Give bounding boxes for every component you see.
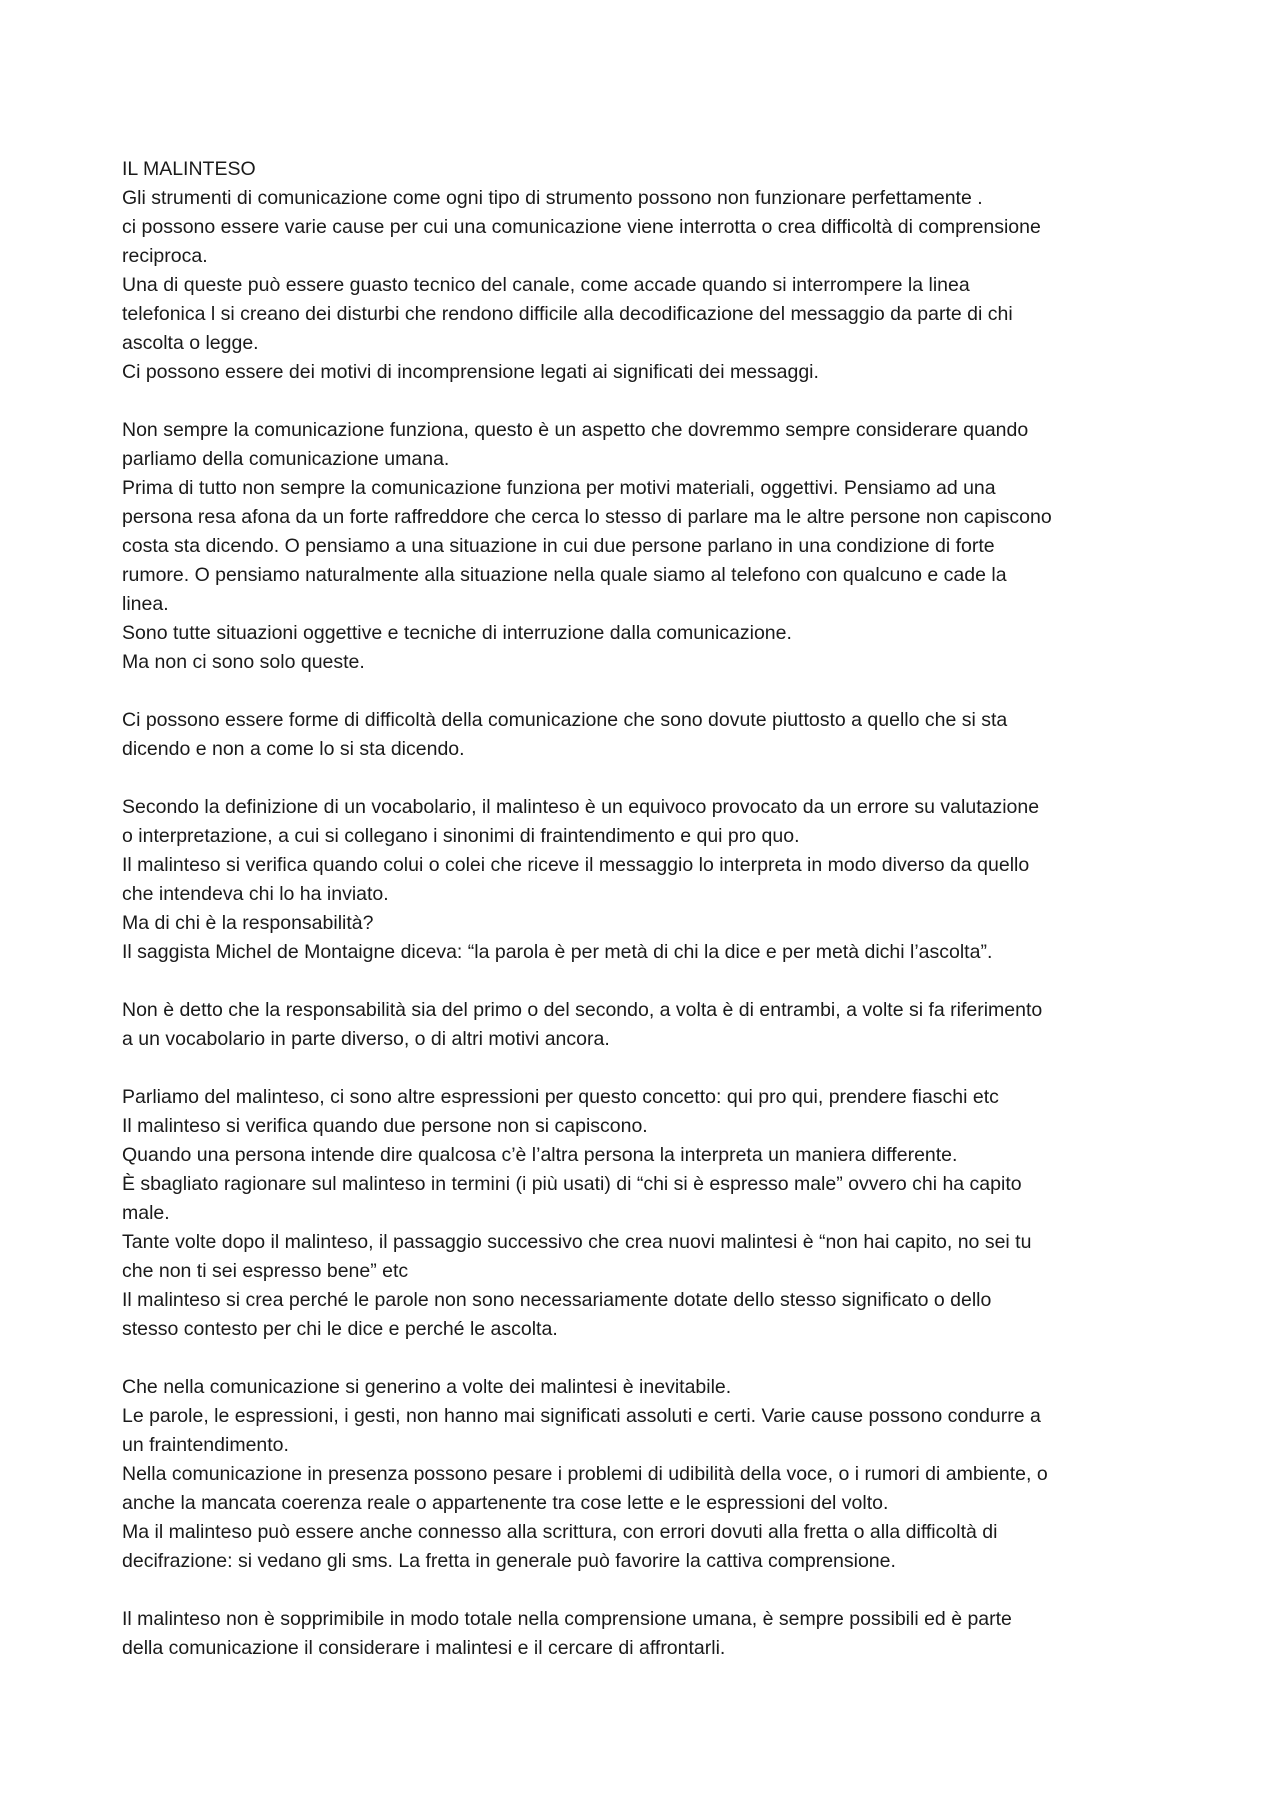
text-line: linea. [122, 593, 169, 615]
text-line: Non è detto che la responsabilità sia del primo o del secondo, a volta è di entrambi, a volte si fa riferimento [122, 999, 1043, 1021]
text-line: Il malinteso si verifica quando due persone non si capiscono. [122, 1115, 648, 1137]
paragraph-spacer [122, 677, 1172, 706]
text-line: Il malinteso si verifica quando colui o colei che riceve il messaggio lo interpreta in modo diverso da quello [122, 854, 1030, 876]
text-line: Gli strumenti di comunicazione come ogni tipo di strumento possono non funzionare perfettamente . [122, 187, 983, 209]
text-line: È sbagliato ragionare sul malinteso in termini (i più usati) di “chi si è espresso male” ovvero chi ha capito [122, 1173, 1022, 1195]
text-line: un fraintendimento. [122, 1434, 289, 1456]
text-line: Non sempre la comunicazione funziona, questo è un aspetto che dovremmo sempre considerare quando [122, 419, 1029, 441]
text-line: Nella comunicazione in presenza possono pesare i problemi di udibilità della voce, o i rumori di ambiente, o [122, 1463, 1048, 1485]
text-line: persona resa afona da un forte raffreddore che cerca lo stesso di parlare ma le altre persone non capiscono [122, 506, 1052, 528]
text-line: Ma non ci sono solo queste. [122, 651, 365, 673]
text-line: parliamo della comunicazione umana. [122, 448, 450, 470]
paragraph-spacer [122, 1054, 1172, 1083]
text-line: Che nella comunicazione si generino a volte dei malintesi è inevitabile. [122, 1376, 732, 1398]
text-line: Il malinteso si crea perché le parole non sono necessariamente dotate dello stesso significato o dello [122, 1289, 992, 1311]
text-line: anche la mancata coerenza reale o appartenente tra cose lette e le espressioni del volto. [122, 1492, 889, 1514]
text-line: reciproca. [122, 245, 208, 267]
document-body [122, 155, 1172, 1663]
text-line: stesso contesto per chi le dice e perché le ascolta. [122, 1318, 558, 1340]
text-line: Prima di tutto non sempre la comunicazione funziona per motivi materiali, oggettivi. Pensiamo ad una [122, 477, 996, 499]
text-line: costa sta dicendo. O pensiamo a una situazione in cui due persone parlano in una condizione di forte [122, 535, 995, 557]
text-line: ascolta o legge. [122, 332, 259, 354]
text-line: Ci possono essere forme di difficoltà della comunicazione che sono dovute piuttosto a quello che si sta [122, 709, 1008, 731]
text-line: Tante volte dopo il malinteso, il passaggio successivo che crea nuovi malintesi è “non hai capito, no sei tu [122, 1231, 1032, 1253]
text-line: rumore. O pensiamo naturalmente alla situazione nella quale siamo al telefono con qualcuno e cade la [122, 564, 1007, 586]
text-line: male. [122, 1202, 170, 1224]
text-line: decifrazione: si vedano gli sms. La fretta in generale può favorire la cattiva comprensione. [122, 1550, 896, 1572]
text-line: Il malinteso non è sopprimibile in modo totale nella comprensione umana, è sempre possibili ed è parte [122, 1608, 1012, 1630]
paragraph-spacer [122, 967, 1172, 996]
text-line: Parliamo del malinteso, ci sono altre espressioni per questo concetto: qui pro qui, prendere fiaschi etc [122, 1086, 999, 1108]
text-line: Ma il malinteso può essere anche connesso alla scrittura, con errori dovuti alla fretta o alla difficoltà di [122, 1521, 998, 1543]
text-line: Una di queste può essere guasto tecnico del canale, come accade quando si interrompere la linea [122, 274, 970, 296]
text-line: telefonica l si creano dei disturbi che rendono difficile alla decodificazione del messaggio da parte di chi [122, 303, 1013, 325]
text-line: Sono tutte situazioni oggettive e tecniche di interruzione dalla comunicazione. [122, 622, 792, 644]
text-line: Il saggista Michel de Montaigne diceva: “la parola è per metà di chi la dice e per metà dichi l’ascolta”. [122, 941, 993, 963]
paragraph-spacer [122, 1576, 1172, 1605]
paragraph-spacer [122, 387, 1172, 416]
text-line: Le parole, le espressioni, i gesti, non hanno mai significati assoluti e certi. Varie cause possono condurre a [122, 1405, 1041, 1427]
text-line: che intendeva chi lo ha inviato. [122, 883, 389, 905]
text-line: a un vocabolario in parte diverso, o di altri motivi ancora. [122, 1028, 610, 1050]
text-line: dicendo e non a come lo si sta dicendo. [122, 738, 465, 760]
text-line: della comunicazione il considerare i malintesi e il cercare di affrontarli. [122, 1637, 726, 1659]
paragraph-spacer [122, 764, 1172, 793]
text-line: ci possono essere varie cause per cui una comunicazione viene interrotta o crea difficoltà di comprensione [122, 216, 1041, 238]
text-line: Secondo la definizione di un vocabolario, il malinteso è un equivoco provocato da un errore su valutazione [122, 796, 1040, 818]
document-title: IL MALINTESO [122, 158, 256, 180]
text-line: che non ti sei espresso bene” etc [122, 1260, 409, 1282]
text-line: Quando una persona intende dire qualcosa c’è l’altra persona la interpreta un maniera differente. [122, 1144, 958, 1166]
text-line: Ma di chi è la responsabilità? [122, 912, 374, 934]
text-line: Ci possono essere dei motivi di incomprensione legati ai significati dei messaggi. [122, 361, 819, 383]
paragraph-spacer [122, 1344, 1172, 1373]
text-line: o interpretazione, a cui si collegano i sinonimi di fraintendimento e qui pro quo. [122, 825, 800, 847]
